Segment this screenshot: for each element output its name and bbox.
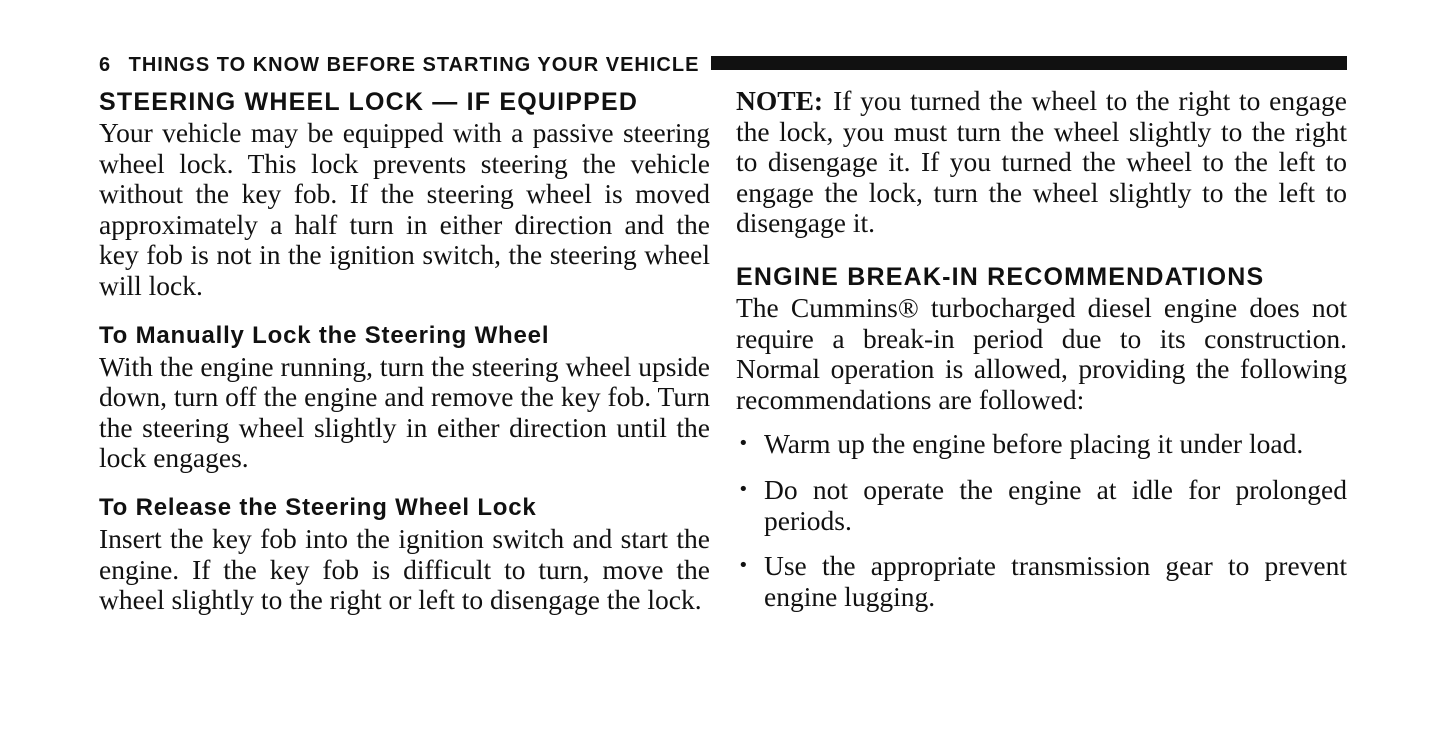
manual-lock-heading: To Manually Lock the Steering Wheel xyxy=(99,321,550,349)
list-item xyxy=(736,475,1347,536)
list-item xyxy=(736,429,1347,460)
chapter-title: THINGS TO KNOW BEFORE STARTING YOUR VEHICLE xyxy=(128,53,700,76)
list-item xyxy=(736,551,1347,612)
bullet-icon: • xyxy=(738,478,749,500)
break-in-recommendations-list xyxy=(736,429,1347,612)
steering-wheel-lock-intro: Your vehicle may be equipped with a passive steering wheel lock. This lock prevents steering the vehicle without the key fob. If the steering wheel is moved approximately a half turn in either direction and the key fob is not in the ignition switch, the steering wheel will lock. xyxy=(99,117,710,301)
list-item-text: Warm up the engine before placing it under load. xyxy=(764,428,1304,460)
note-text: If you turned the wheel to the right to engage the lock, you must turn the wheel slightly to the right to disengage it. If you turned the wheel to the left to engage the lock, turn the wheel slightly to the left to disengage it. xyxy=(736,85,1347,239)
release-lock-body: Insert the key fob into the ignition switch and start the engine. If the key fob is difficult to turn, move the wheel slightly to the right or left to disengage the lock. xyxy=(99,522,710,616)
right-column xyxy=(736,86,1347,627)
list-item-text: Use the appropriate transmission gear to prevent engine lugging. xyxy=(764,550,1347,612)
page-number: 6 xyxy=(99,53,111,76)
page-header xyxy=(99,53,1347,77)
note-paragraph xyxy=(736,86,1347,239)
bullet-icon: • xyxy=(738,433,749,455)
note-label: NOTE: xyxy=(736,85,824,116)
manual-lock-body: With the engine running, turn the steering wheel upside down, turn off the engine and remove the key fob. Turn the steering wheel slightly in either direction until the lock engages. xyxy=(99,350,710,474)
engine-break-in-heading: ENGINE BREAK-IN RECOMMENDATIONS xyxy=(736,262,1265,291)
header-rule xyxy=(711,56,1347,70)
release-lock-heading: To Release the Steering Wheel Lock xyxy=(99,493,537,521)
engine-break-in-body: The Cummins® turbocharged diesel engine does not require a break-in period due to its construction. Normal operation is allowed, providing the following recommendations are followed: xyxy=(736,291,1347,415)
bullet-icon: • xyxy=(738,555,749,577)
list-item-text: Do not operate the engine at idle for prolonged periods. xyxy=(764,473,1347,536)
left-column xyxy=(99,86,710,616)
steering-wheel-lock-heading: STEERING WHEEL LOCK — IF EQUIPPED xyxy=(99,88,639,116)
